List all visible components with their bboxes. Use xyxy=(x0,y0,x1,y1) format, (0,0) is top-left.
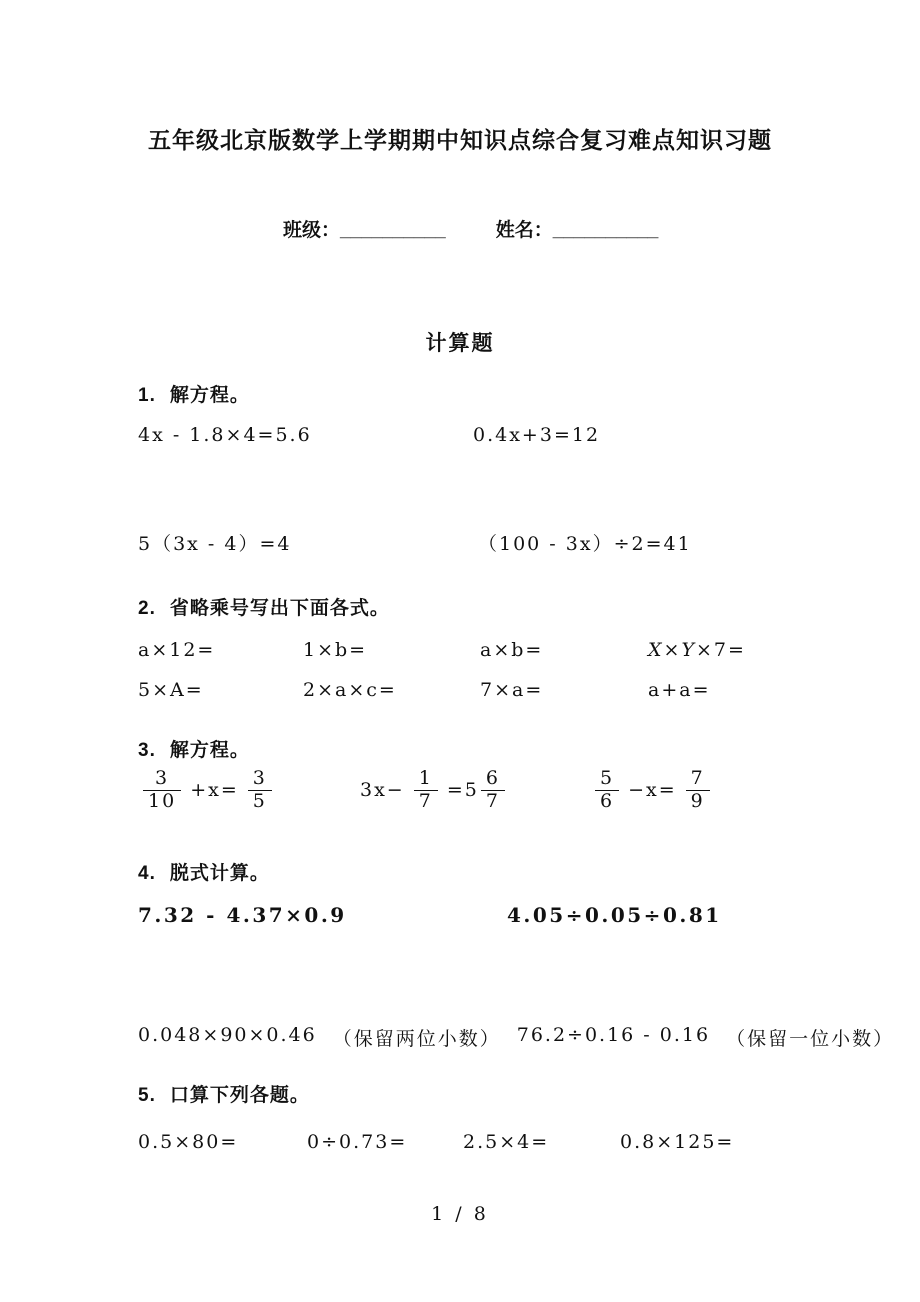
problem-2-title: 省略乘号写出下面各式。 xyxy=(169,598,390,619)
problem-4-heading xyxy=(138,858,270,885)
p2-expression-1: a×12= xyxy=(138,639,216,661)
problem-3-heading xyxy=(138,735,250,762)
fraction xyxy=(595,768,619,813)
p5-expression-2: 0÷0.73= xyxy=(307,1131,408,1153)
p2-expression-4 xyxy=(648,639,746,661)
operator-text: +x= xyxy=(190,779,239,802)
problem-3-title: 解方程。 xyxy=(169,740,250,761)
p2-expression-3: a×b= xyxy=(480,639,544,661)
p1-expression-3: 5（3x - 4）=4 xyxy=(138,533,292,555)
p4-note-1: （保留两位小数） xyxy=(332,1028,501,1050)
fraction xyxy=(414,768,438,813)
denominator: 9 xyxy=(686,790,710,813)
denominator: 7 xyxy=(414,790,438,813)
denominator: 5 xyxy=(248,790,272,813)
section-title: 计算题 xyxy=(425,332,495,355)
p3-equation-3 xyxy=(590,768,715,813)
p4-expression-1: 7.32 - 4.37×0.9 xyxy=(138,903,347,927)
name-label: 姓名： xyxy=(495,220,553,241)
p2-expression-8: a+a= xyxy=(648,679,711,701)
numerator: 5 xyxy=(600,767,615,789)
p1-expression-2: 0.4x+3=12 xyxy=(473,424,601,446)
operator-text: 3x− xyxy=(360,779,405,802)
p2-expression-5: 5×A= xyxy=(138,679,204,701)
problem-1-heading xyxy=(138,380,250,407)
operator-text: =5 xyxy=(446,779,479,802)
numerator: 3 xyxy=(155,767,170,789)
p5-expression-1: 0.5×80= xyxy=(138,1131,239,1153)
p4-expression-4: 76.2÷0.16 - 0.16 xyxy=(516,1024,711,1046)
p1-expression-1: 4x - 1.8×4=5.6 xyxy=(138,424,312,446)
problem-4-number: 4. xyxy=(138,863,156,884)
problem-4-title: 脱式计算。 xyxy=(169,863,270,884)
name-blank: __________ xyxy=(552,220,659,241)
problem-3-number: 3. xyxy=(138,740,156,761)
problem-1-number: 1. xyxy=(138,385,156,406)
fraction xyxy=(686,768,710,813)
problem-5-heading xyxy=(138,1080,310,1107)
p4-note-2: （保留一位小数） xyxy=(726,1028,895,1050)
p1-expression-4: （100 - 3x）÷2=41 xyxy=(478,533,692,555)
p3-equation-1 xyxy=(138,768,277,813)
p4-expression-3: 0.048×90×0.46 xyxy=(138,1024,317,1046)
operator-text: −x= xyxy=(628,779,677,802)
fraction xyxy=(481,768,505,813)
class-blank: __________ xyxy=(340,220,446,241)
p2-expression-7: 7×a= xyxy=(480,679,544,701)
p5-expression-3: 2.5×4= xyxy=(463,1131,550,1153)
fraction xyxy=(248,768,272,813)
p2-expression-6: 2×a×c= xyxy=(303,679,397,701)
page-title: 五年级北京版数学上学期期中知识点综合复习难点知识习题 xyxy=(148,127,772,153)
p4-expression-row-2 xyxy=(138,1024,894,1051)
class-label: 班级： xyxy=(283,220,341,241)
p5-expression-4: 0.8×125= xyxy=(620,1131,735,1153)
problem-2-heading xyxy=(138,593,390,620)
problem-5-title: 口算下列各题。 xyxy=(169,1085,310,1106)
page-number-indicator: 1 / 8 xyxy=(431,1203,489,1225)
denominator: 7 xyxy=(481,790,505,813)
numerator: 6 xyxy=(485,767,500,789)
numerator: 3 xyxy=(252,767,267,789)
denominator: 6 xyxy=(595,790,619,813)
numerator: 1 xyxy=(418,767,433,789)
p2-expression-4-italic-part: X×Y xyxy=(648,639,696,661)
p4-expression-2: 4.05÷0.05÷0.81 xyxy=(507,903,722,927)
problem-2-number: 2. xyxy=(138,598,156,619)
problem-1-title: 解方程。 xyxy=(169,385,250,406)
numerator: 7 xyxy=(690,767,705,789)
p2-expression-2: 1×b= xyxy=(303,639,368,661)
p2-expression-4-rest: ×7= xyxy=(696,639,746,661)
problem-5-number: 5. xyxy=(138,1085,156,1106)
student-info-line xyxy=(283,215,658,242)
denominator: 10 xyxy=(143,790,181,813)
fraction xyxy=(143,768,181,813)
p3-equation-2 xyxy=(356,768,510,813)
